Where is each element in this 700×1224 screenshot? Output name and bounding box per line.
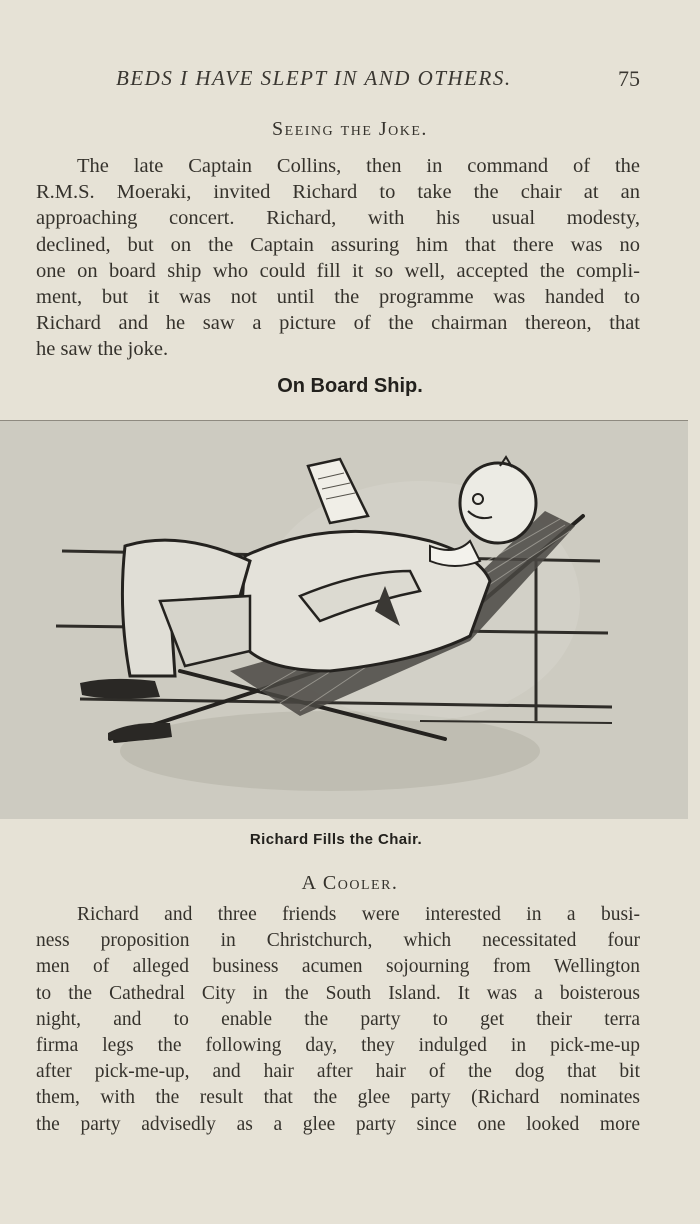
text-line: the party advisedly as a glee party since one looked more xyxy=(36,1113,640,1135)
illustration-caption: Richard Fills the Chair. xyxy=(249,831,423,848)
text-line: after pick-me-up, and hair after hair of the dog that bit xyxy=(36,1061,640,1083)
page-header xyxy=(0,64,700,94)
text-line: The late Captain Collins, then in command of the xyxy=(77,155,640,177)
text-line: one on board ship who could fill it so well, accepted the compli- xyxy=(36,259,640,282)
text-line: them, with the result that the glee party (Richard nominates xyxy=(36,1087,640,1109)
section-heading-a-cooler: A Cooler. xyxy=(301,872,399,894)
deck-chair-drawing xyxy=(0,421,688,819)
paragraph-seeing-the-joke xyxy=(36,153,640,363)
paragraph-a-cooler xyxy=(36,902,640,1138)
text-line: night, and to enable the party to get their terra xyxy=(36,1008,640,1030)
plate-title: On Board Ship. xyxy=(277,375,423,397)
text-line: Richard and he saw a picture of the chairman thereon, that xyxy=(36,312,640,335)
text-line: firma legs the following day, they indulged in pick-me-up xyxy=(36,1034,640,1056)
text-line: declined, but on the Captain assuring him that there was no xyxy=(36,233,640,256)
illustration-man-in-deck-chair xyxy=(0,420,688,819)
text-line: to the Cathedral City in the South Island. It was a boisterous xyxy=(36,982,640,1004)
text-line: ment, but it was not until the programme was handed to xyxy=(36,285,640,308)
text-line: men of alleged business acumen sojourning from Wellington xyxy=(36,956,640,978)
text-line: approaching concert. Richard, with his usual modesty, xyxy=(36,207,640,230)
text-line: ness proposition in Christchurch, which necessitated four xyxy=(36,930,640,952)
text-line: he saw the joke. xyxy=(36,338,169,361)
text-line: R.M.S. Moeraki, invited Richard to take the chair at an xyxy=(36,181,640,204)
running-title: BEDS I HAVE SLEPT IN AND OTHERS. xyxy=(116,66,512,90)
text-line: Richard and three friends were interested in a busi- xyxy=(77,904,640,925)
section-heading-seeing-the-joke: Seeing the Joke. xyxy=(272,118,428,140)
page-number: 75 xyxy=(618,66,640,91)
